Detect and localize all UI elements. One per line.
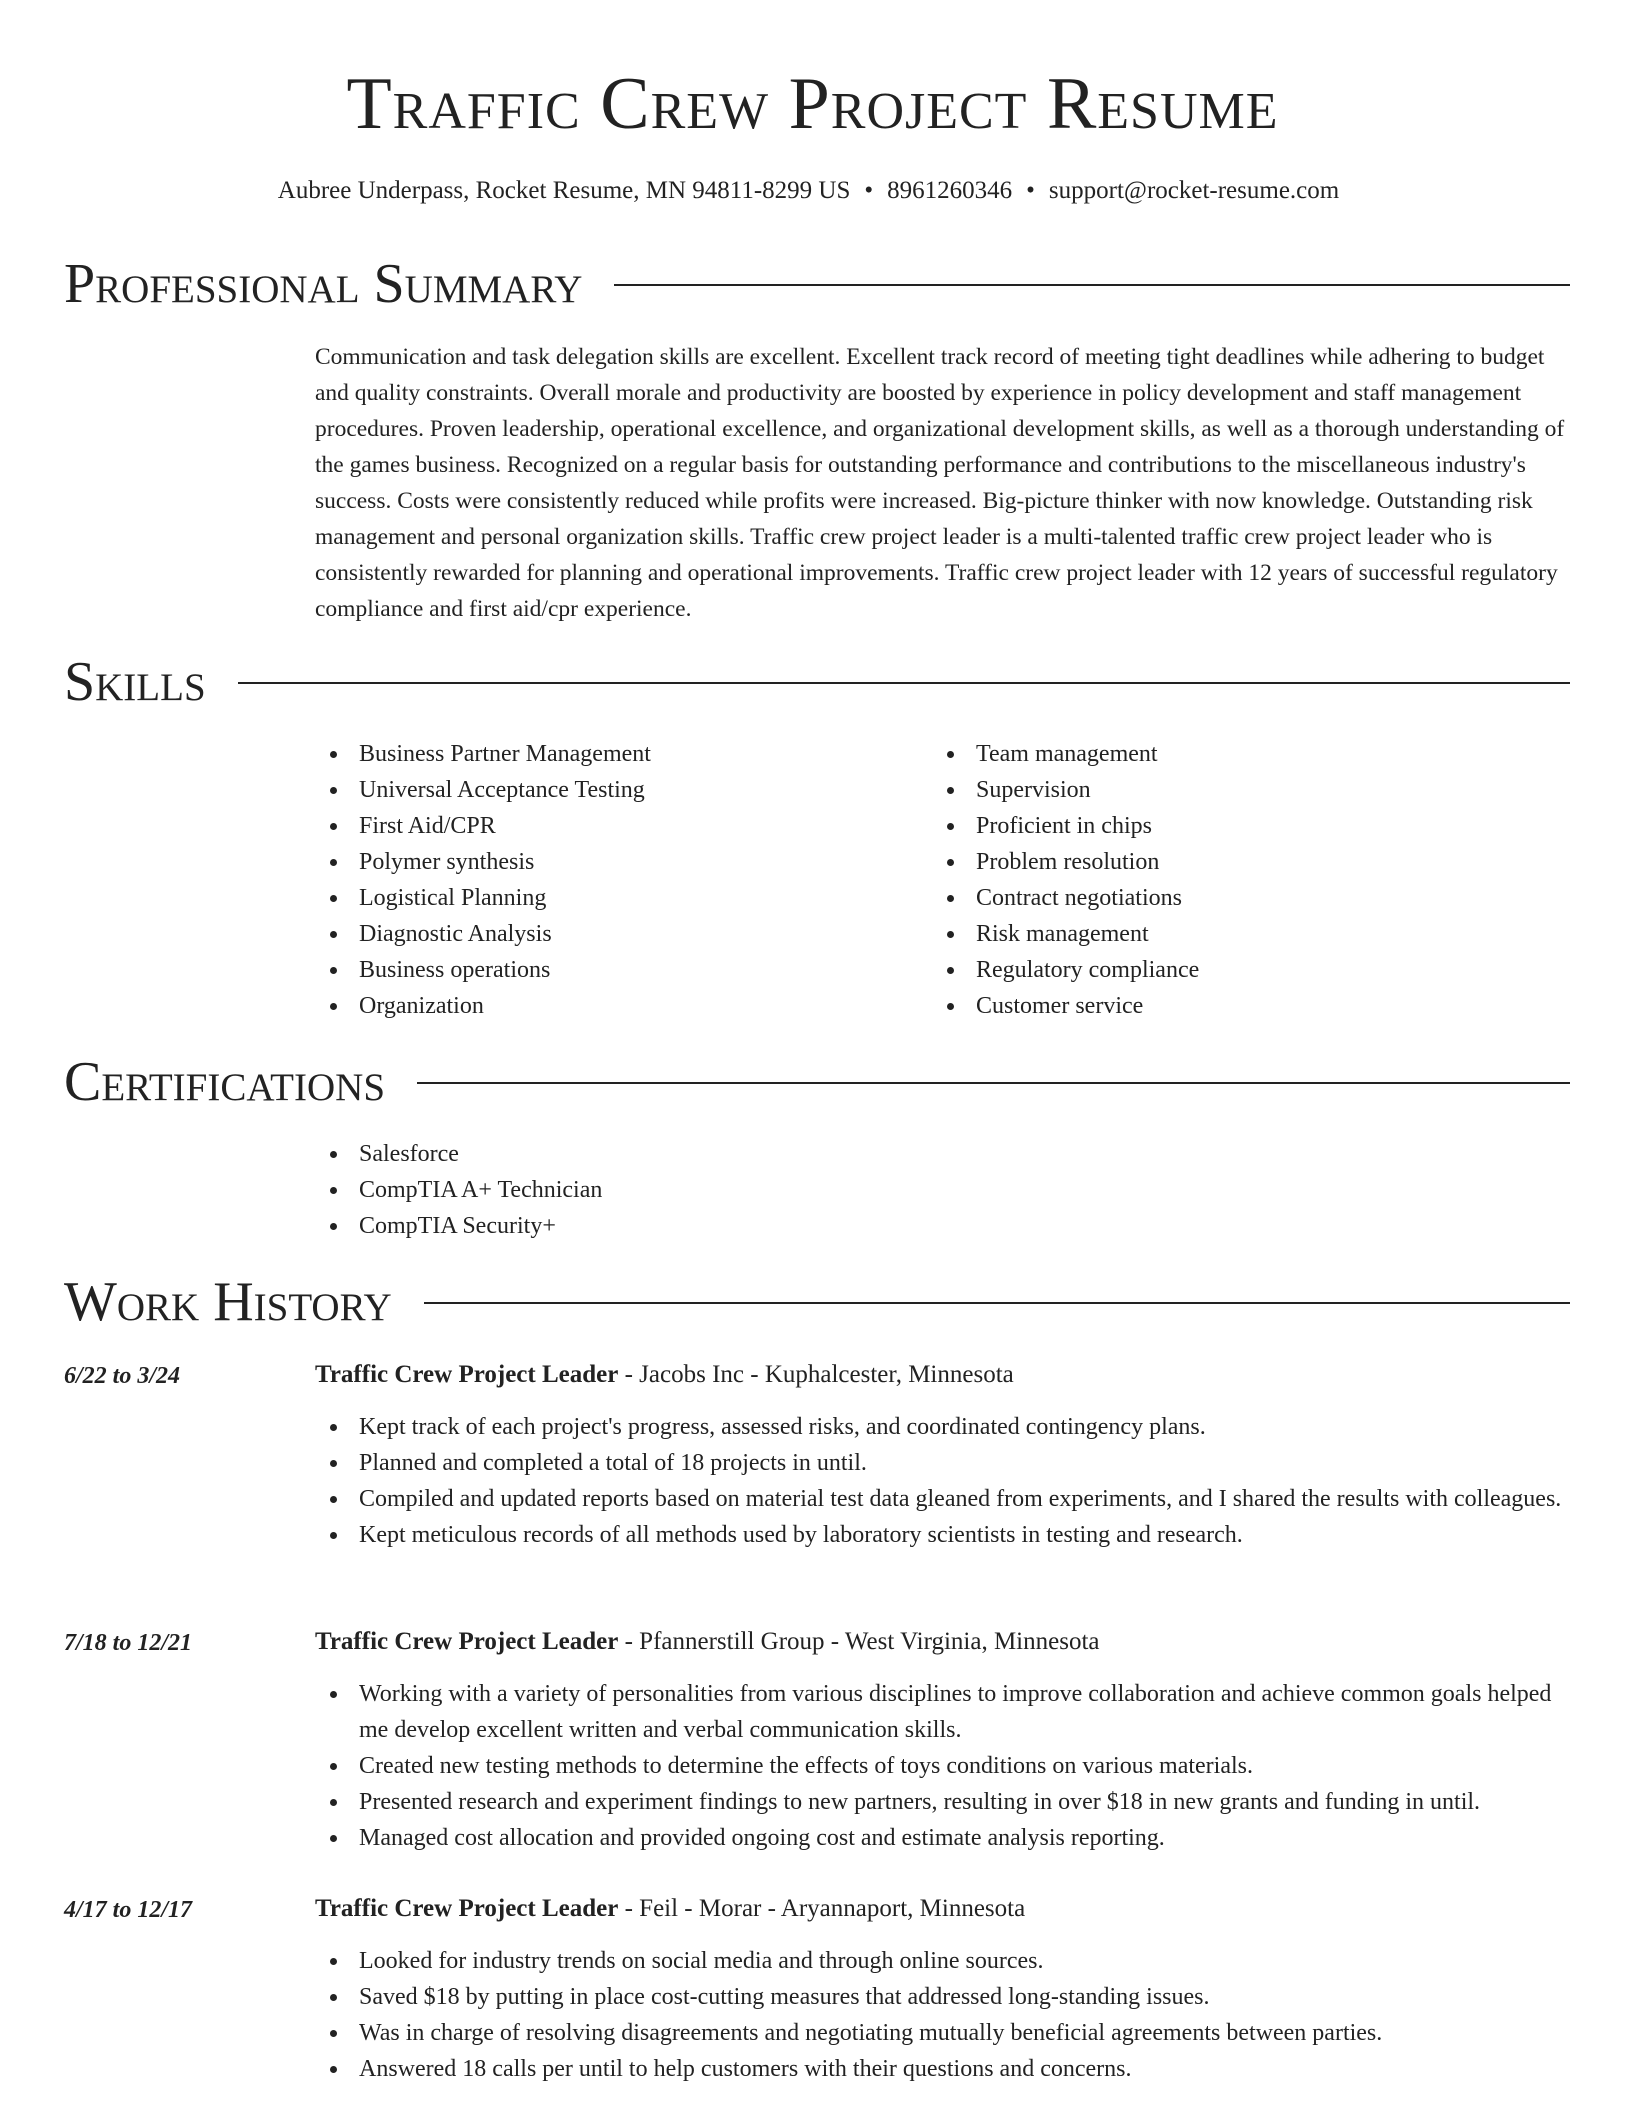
certification-item: Salesforce <box>315 1136 1115 1172</box>
skill-item: Diagnostic Analysis <box>315 916 875 952</box>
job-item: Managed cost allocation and provided ongoing cost and estimate analysis reporting. <box>315 1820 1565 1856</box>
section-divider <box>417 1082 1570 1084</box>
certification-item: CompTIA A+ Technician <box>315 1172 1115 1208</box>
section-title-summary: Professional Summary <box>64 253 583 315</box>
job-employer-location: - Pfannerstill Group - West Virginia, Minnesota <box>618 1628 1100 1655</box>
skill-item: Organization <box>315 988 875 1024</box>
job-header <box>315 1625 1565 1659</box>
job-item: Looked for industry trends on social media and through online sources. <box>315 1943 1565 1979</box>
job-responsibilities <box>315 1409 1565 1553</box>
job-item: Planned and completed a total of 18 projects in until. <box>315 1445 1565 1481</box>
job-dates: 4/17 to 12/17 <box>64 1897 193 1923</box>
skill-item: Proficient in chips <box>932 808 1492 844</box>
section-header-work-history <box>64 1270 1570 1334</box>
certification-item: CompTIA Security+ <box>315 1208 1115 1244</box>
skill-item: Business operations <box>315 952 875 988</box>
certifications-list <box>315 1136 1115 1244</box>
job-item: Saved $18 by putting in place cost-cutting measures that addressed long-standing issues. <box>315 1979 1565 2015</box>
contact-phone: 8961260346 <box>887 177 1013 204</box>
contact-address: Aubree Underpass, Rocket Resume, MN 94811-8299 US <box>277 177 851 204</box>
job-item: Compiled and updated reports based on material test data gleaned from experiments, and I shared the results with colleagues. <box>315 1481 1565 1517</box>
section-header-summary <box>64 252 1570 316</box>
job-employer-location: - Feil - Morar - Aryannaport, Minnesota <box>618 1895 1026 1922</box>
skill-item: Universal Acceptance Testing <box>315 772 875 808</box>
job-dates: 6/22 to 3/24 <box>64 1363 181 1389</box>
section-header-certifications <box>64 1050 1570 1114</box>
skill-item: Polymer synthesis <box>315 844 875 880</box>
section-divider <box>238 682 1570 684</box>
job-employer-location: - Jacobs Inc - Kuphalcester, Minnesota <box>618 1361 1014 1388</box>
summary-text: Communication and task delegation skills are excellent. Excellent track record of meeting tight deadlines while adhering to budget and quality constraints. Overall morale and productivity are boosted by experience in policy development and staff management procedures. Proven leadership, operational excellence, and organizational development skills, as well as a thorough understanding of the games business. Recognized on a regular basis for outstanding performance and contributions to the miscellaneous industry's success. Costs were consistently reduced while profits were increased. Big-picture thinker with now knowledge. Outstanding risk management and personal organization skills. Traffic crew project leader is a multi-talented traffic crew project leader who is consistently rewarded for planning and operational improvements. Traffic crew project leader with 12 years of successful regulatory compliance and first aid/cpr experience. <box>315 344 1565 622</box>
job-title: Traffic Crew Project Leader <box>315 1895 619 1922</box>
job-item: Answered 18 calls per until to help customers with their questions and concerns. <box>315 2051 1565 2087</box>
skill-item: Supervision <box>932 772 1492 808</box>
section-title-work-history: Work History <box>64 1271 392 1333</box>
job-item: Working with a variety of personalities from various disciplines to improve collaboration and achieve common goals helped me develop excellent written and verbal communication skills. <box>315 1676 1565 1748</box>
contact-email: support@rocket-resume.com <box>1048 177 1340 204</box>
skill-item: Logistical Planning <box>315 880 875 916</box>
skill-item: Business Partner Management <box>315 736 875 772</box>
job-responsibilities <box>315 1943 1565 2087</box>
job-item: Presented research and experiment findings to new partners, resulting in over $18 in new grants and funding in until. <box>315 1784 1565 1820</box>
skills-column-right <box>932 736 1492 1024</box>
resume-title: Traffic Crew Project Resume <box>346 63 1279 145</box>
skill-item: Team management <box>932 736 1492 772</box>
skills-column-left <box>315 736 875 1024</box>
job-header <box>315 1358 1565 1392</box>
section-divider <box>614 284 1570 286</box>
job-header <box>315 1892 1565 1926</box>
section-divider <box>424 1302 1570 1304</box>
contact-separator: • <box>864 177 874 204</box>
skill-item: Regulatory compliance <box>932 952 1492 988</box>
job-dates: 7/18 to 12/21 <box>64 1630 193 1656</box>
job-item: Kept track of each project's progress, assessed risks, and coordinated contingency plans. <box>315 1409 1565 1445</box>
job-title: Traffic Crew Project Leader <box>315 1361 619 1388</box>
job-title: Traffic Crew Project Leader <box>315 1628 619 1655</box>
skill-item: Risk management <box>932 916 1492 952</box>
job-item: Was in charge of resolving disagreements and negotiating mutually beneficial agreements between parties. <box>315 2015 1565 2051</box>
job-item: Created new testing methods to determine the effects of toys conditions on various materials. <box>315 1748 1565 1784</box>
job-responsibilities <box>315 1676 1565 1856</box>
skill-item: Customer service <box>932 988 1492 1024</box>
skill-item: First Aid/CPR <box>315 808 875 844</box>
section-title-skills: Skills <box>64 651 206 713</box>
section-header-skills <box>64 650 1570 714</box>
contact-separator: • <box>1026 177 1035 204</box>
skill-item: Problem resolution <box>932 844 1492 880</box>
skill-item: Contract negotiations <box>932 880 1492 916</box>
contact-line <box>0 174 1617 208</box>
job-item: Kept meticulous records of all methods used by laboratory scientists in testing and research. <box>315 1517 1565 1553</box>
section-title-certifications: Certifications <box>64 1051 386 1113</box>
